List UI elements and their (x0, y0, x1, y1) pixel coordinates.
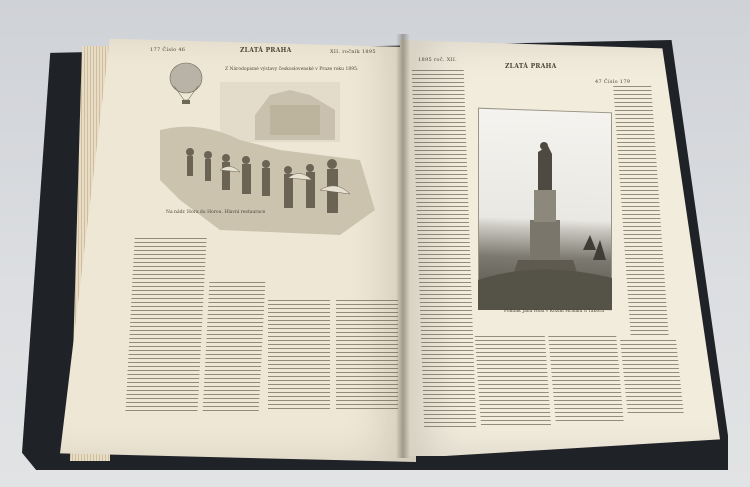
left-text-column-1 (125, 238, 206, 414)
left-text-column-4 (336, 300, 398, 410)
photo-caption: Pomník Jana Husi v Kozím Hrádku u Tábora (504, 309, 605, 314)
left-text-column-2 (203, 282, 266, 412)
left-text-column-3 (268, 300, 330, 412)
left-header-title: ZLATÁ PRAHA (240, 47, 292, 54)
left-header-page-number: 177 Číslo 46 (150, 47, 186, 53)
right-header-page-number: 47 Číslo 179 (595, 79, 631, 85)
book-gutter (396, 34, 410, 458)
right-text-column-3-bottom (548, 336, 624, 422)
right-text-column-2-bottom (475, 336, 551, 428)
right-text-column-4-bottom (620, 340, 684, 416)
monument-figure (478, 110, 612, 310)
exhibition-illustration (160, 60, 390, 260)
illustration-caption: Na nádr. Hora du Horou. Hlavní restaurace (166, 210, 266, 215)
right-header-title: ZLATÁ PRAHA (505, 63, 557, 70)
left-header-volume: XII. ročník 1895 (330, 49, 376, 55)
right-header-volume: 1895 roč. XII. (418, 57, 457, 63)
plate-title: Z Národopisné výstavy československé v Praze roku 1895. (225, 67, 359, 72)
